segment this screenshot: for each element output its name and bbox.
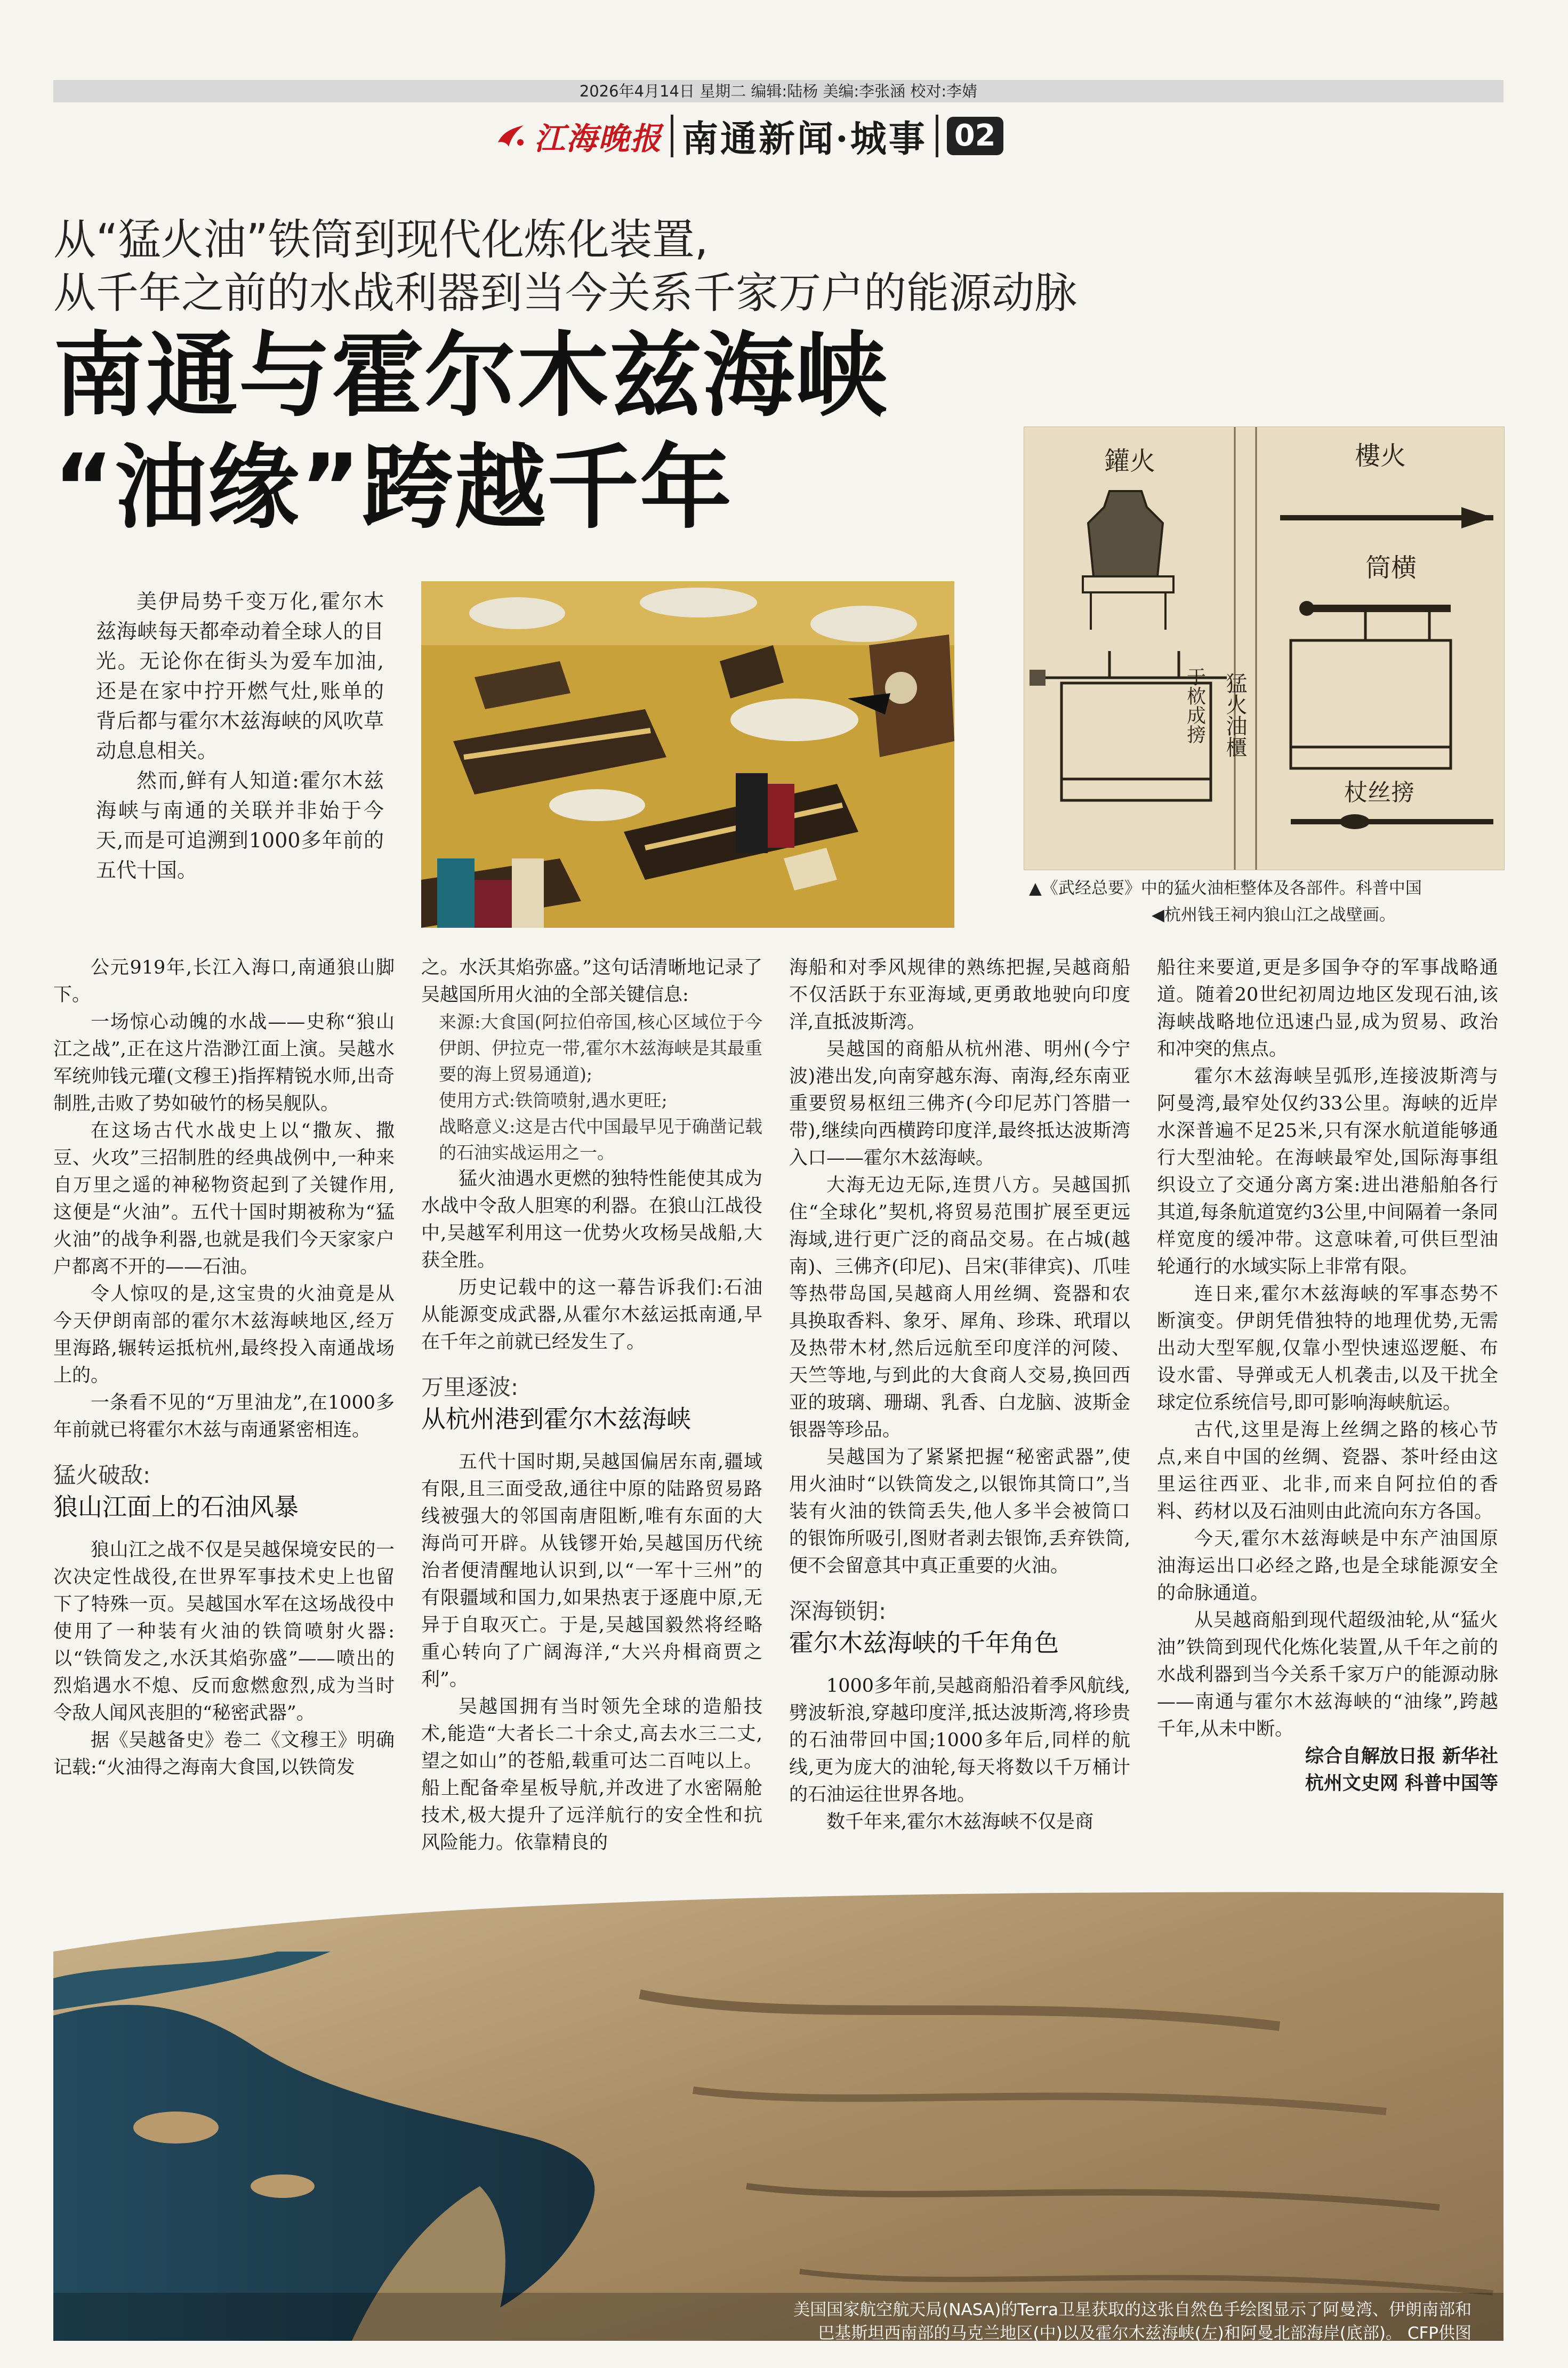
image-caption: ▲《武经总要》中的猛火油柜整体及各部件。科普中国: [1029, 879, 1422, 898]
source-credit: 综合自解放日报 新华社: [1305, 1746, 1498, 1767]
fire-oil-cabinet-illustration: [1024, 427, 1505, 870]
subhead-title: 狼山江面上的石油风暴: [53, 1492, 299, 1521]
body-paragraph: 吴越国为了紧紧把握“秘密武器”,使用火油时“以铁筒发之,以银饰其筒口”,当装有火油的铁筒丢失,他人多半会被筒口的银饰所吸引,图财者剥去银饰,丢弃铁筒,便不会留意其中真正重要的火油。: [789, 1447, 1130, 1577]
map-caption-line: 美国国家航空航天局(NASA)的Terra卫星获取的这张自然色手绘图显示了阿曼湾、伊朗南部和: [793, 2300, 1471, 2319]
body-paragraph: 据《吴越备史》卷二《文穆王》明确记载:“火油得之海南大食国,以铁筒发: [53, 1730, 395, 1778]
body-paragraph: 一条看不见的“万里油龙”,在1000多年前就已将霍尔木兹与南通紧密相连。: [53, 1392, 395, 1441]
lead-paragraph: 然而,鲜有人知道:霍尔木兹海峡与南通的关联并非始于今天,而是可追溯到1000多年前的五代十国。: [96, 769, 384, 882]
body-paragraph: 1000多年前,吴越商船沿着季风航线,劈波斩浪,穿越印度洋,抵达波斯湾,将珍贵的石油带回中国;1000多年后,同样的航线,更为庞大的油轮,每天将数以千万桶计的石油运往世界各地。: [789, 1675, 1130, 1805]
body-column-1: [53, 954, 395, 1781]
body-paragraph: 海船和对季风规律的熟练把握,吴越商船不仅活跃于东亚海域,更勇敢地驶向印度洋,直抵波斯湾。: [789, 957, 1130, 1033]
section-title: 南通新闻·城事: [682, 117, 927, 160]
page-number-badge: 02: [947, 117, 1003, 155]
body-paragraph: 历史记载中的这一幕告诉我们:石油从能源变成武器,从霍尔木兹运抵南通,早在千年之前就已经发生了。: [421, 1277, 762, 1353]
subhead-title: 从杭州港到霍尔木兹海峡: [421, 1404, 691, 1433]
source-credit: 杭州文史网 科普中国等: [1305, 1773, 1498, 1794]
kicker-line: 从千年之前的水战利器到当今关系千家万户的能源动脉: [53, 268, 1077, 318]
lead-paragraph: 美伊局势千变万化,霍尔木兹海峡每天都牵动着全球人的目光。无论你在街头为爱车加油,还是在家中拧开燃气灶,账单的背后都与霍尔木兹海峡的风吹草动息息相关。: [96, 590, 384, 762]
body-paragraph: 五代十国时期,吴越国偏居东南,疆域有限,且三面受敌,通往中原的陆路贸易路线被强大的邻国南唐阻断,唯有东面的大海尚可开辟。从钱镠开始,吴越国历代统治者便清醒地认识到,以“一军十三州”的有限疆域和国力,如果热衷于逐鹿中原,无异于自取灭亡。于是,吴越国毅然将经略重心转向了广阔海洋,“大兴舟楫商贾之利”。: [421, 1451, 762, 1690]
headline-line: “油缘”跨越千年: [53, 434, 733, 541]
date-editor-bar: 2026年4月14日 星期二 编辑:陆杨 美编:李张涵 校对:李婧: [53, 80, 1503, 102]
body-paragraph: 在这场古代水战史上以“撒灰、撒豆、火攻”三招制胜的经典战例中,一种来自万里之遥的神秘物资起到了关键作用,这便是“火油”。五代十国时期被称为“猛火油”的战争利器,也就是我们今天家家户户都离不开的——石油。: [53, 1120, 395, 1278]
body-paragraph: 一场惊心动魄的水战——史称“狼山江之战”,正在这片浩渺江面上演。吴越水军统帅钱元瓘(文穆王)指挥精锐水师,出奇制胜,击败了势如破竹的杨吴舰队。: [53, 1012, 395, 1114]
masthead: [496, 107, 1003, 165]
article-body: [53, 954, 1503, 1888]
headline: [53, 320, 986, 544]
quote-line: 使用方式:铁筒喷射,遇水更旺;: [439, 1090, 668, 1111]
scroll-label: 筒横: [1365, 553, 1417, 583]
body-paragraph: 船往来要道,更是多国争夺的军事战略通道。随着20世纪初周边地区发现石油,该海峡战略地位迅速凸显,成为贸易、政治和冲突的焦点。: [1157, 957, 1498, 1060]
body-paragraph: 狼山江之战不仅是吴越保境安民的一次决定性战役,在世界军事技术史上也留下了特殊一页。吴越国水军在这场战役中使用了一种装有火油的铁筒喷射火器:以“铁筒发之,水沃其焰弥盛”——喷出的烈焰遇水不熄、反而愈燃愈烈,成为当时令敌人闻风丧胆的“秘密武器”。: [53, 1539, 395, 1724]
satellite-map-image: [53, 1888, 1503, 2341]
body-paragraph: 从吴越商船到现代超级油轮,从“猛火油”铁筒到现代化炼化装置,从千年之前的水战利器到当今关系千家万户的能源动脉——南通与霍尔木兹海峡的“油缘”,跨越千年,从未中断。: [1157, 1610, 1498, 1740]
body-paragraph: 公元919年,长江入海口,南通狼山脚下。: [53, 957, 395, 1006]
body-paragraph: 古代,这里是海上丝绸之路的核心节点,来自中国的丝绸、瓷器、茶叶经由这里运往西亚、北非,而来自阿拉伯的香料、药材以及石油则由此流向东方各国。: [1157, 1419, 1498, 1522]
body-paragraph: 令人惊叹的是,这宝贵的火油竟是从今天伊朗南部的霍尔木兹海峡地区,经万里海路,辗转运抵杭州,最终投入南通战场上的。: [53, 1283, 395, 1386]
headline-line: 南通与霍尔木兹海峡: [53, 322, 888, 429]
battle-mural-image: [421, 581, 954, 928]
subhead-title: 霍尔木兹海峡的千年角色: [789, 1628, 1059, 1657]
kicker-line: 从“猛火油”铁筒到现代化炼化装置,: [53, 215, 709, 264]
body-column-4: [1157, 954, 1498, 1797]
body-paragraph: 猛火油遇水更燃的独特性能使其成为水战中令敌人胆寒的利器。在狼山江战役中,吴越军利用这一优势火攻杨吴战船,大获全胜。: [421, 1168, 762, 1271]
body-paragraph: 连日来,霍尔木兹海峡的军事态势不断演变。伊朗凭借独特的地理优势,无需出动大型军舰,仅靠小型快速巡逻艇、布设水雷、导弹或无人机袭击,以及干扰全球定位系统信号,即可影响海峡航运。: [1157, 1283, 1498, 1414]
body-paragraph: 霍尔木兹海峡呈弧形,连接波斯湾与阿曼湾,最窄处仅约33公里。海峡的近岸水深普遍不足25米,只有深水航道能够通行大型油轮。在海峡最窄处,国际海事组织设立了交通分离方案:进出港船舶各行其道,每条航道宽约3公里,中间隔着一条同样宽度的缓冲带。这意味着,可供巨型油轮通行的水域实际上非常有限。: [1157, 1066, 1498, 1278]
quote-line: 战略意义:这是古代中国最早见于确凿记载的石油实战运用之一。: [439, 1116, 762, 1163]
scroll-label: 杖丝搒: [1344, 779, 1414, 806]
body-paragraph: 之。水沃其焰弥盛。”这句话清晰地记录了吴越国所用火油的全部关键信息:: [421, 957, 762, 1006]
scroll-label: 鑵火: [1104, 446, 1156, 476]
newspaper-name: 江海晚报: [534, 121, 663, 157]
map-caption: [640, 2298, 1471, 2345]
masthead-divider: [936, 115, 938, 157]
body-column-2: [421, 954, 762, 1857]
newspaper-logo-icon: [496, 121, 526, 151]
quote-line: 来源:大食国(阿拉伯帝国,核心区域位于今伊朗、伊拉克一带,霍尔木兹海峡是其最重要的海上贸易通道);: [439, 1012, 762, 1085]
image-caption: ◀杭州钱王祠内狼山江之战壁画。: [1152, 905, 1396, 925]
body-paragraph: 数千年来,霍尔木兹海峡不仅是商: [826, 1811, 1094, 1833]
body-paragraph: 吴越国拥有当时领先全球的造船技术,能造“大者长二十余丈,高去水三二丈,望之如山”的苍船,载重可达二百吨以上。船上配备牵星板导航,并改进了水密隔舱技术,极大提升了远洋航行的安全性和抗风险能力。依靠精良的: [421, 1696, 762, 1853]
subhead-kicker: 猛火破敌:: [53, 1462, 151, 1488]
lead-paragraphs: [96, 587, 384, 885]
scroll-label: 樓火: [1355, 441, 1406, 471]
body-column-3: [789, 954, 1130, 1836]
subhead-kicker: 万里逐波:: [421, 1374, 519, 1400]
body-paragraph: 大海无边无际,连贯八方。吴越国抓住“全球化”契机,将贸易范围扩展至更远海域,进行更广泛的商品交易。在占城(越南)、三佛齐(印尼)、吕宋(菲律宾)、爪哇等热带岛国,吴越商人用丝绸、瓷器和农具换取香料、象牙、犀角、珍珠、玳瑁以及热带木材,然后远航至印度洋的河陵、天竺等地,与到此的大食商人交易,换回西亚的玻璃、珊瑚、乳香、白龙脑、波斯金银器等珍品。: [789, 1175, 1130, 1441]
map-caption-line: 巴基斯坦西南部的马克兰地区(中)以及霍尔木兹海峡(左)和阿曼北部海岸(底部)。 CFP供图: [818, 2324, 1471, 2343]
subhead-kicker: 深海锁钥:: [789, 1598, 887, 1624]
kicker: [53, 213, 1280, 320]
body-paragraph: 今天,霍尔木兹海峡是中东产油国原油海运出口必经之路,也是全球能源安全的命脉通道。: [1157, 1528, 1498, 1604]
masthead-divider: [671, 115, 673, 157]
scroll-label: 于栨成搒: [1184, 667, 1206, 744]
scroll-label: 猛火油櫃: [1223, 672, 1247, 758]
body-paragraph: 吴越国的商船从杭州港、明州(今宁波)港出发,向南穿越东海、南海,经东南亚重要贸易枢纽三佛齐(今印尼苏门答腊一带),继续向西横跨印度洋,最终抵达波斯湾入口——霍尔木兹海峡。: [789, 1039, 1130, 1169]
